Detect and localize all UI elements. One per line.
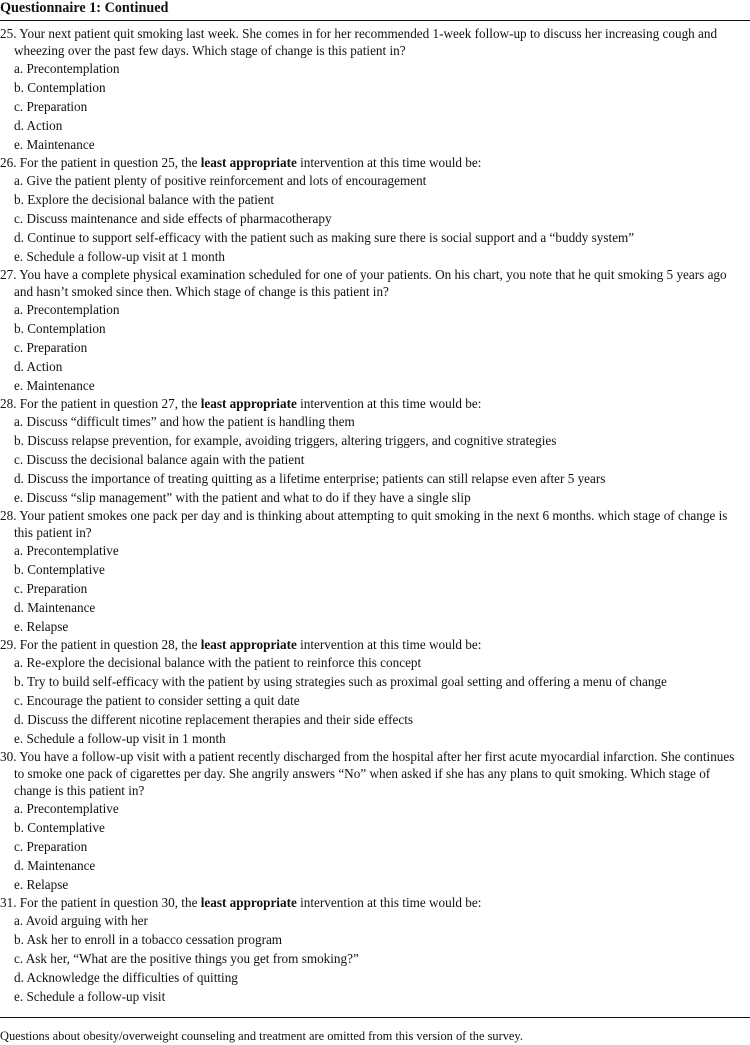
answer-option: a. Avoid arguing with her	[14, 913, 148, 928]
page-title: Questionnaire 1: Continued	[0, 0, 169, 16]
top-rule	[0, 20, 750, 21]
question-stem-start: 29. For the patient in question 28, the	[0, 637, 201, 652]
answer-option: c. Preparation	[14, 839, 88, 854]
answer-option: e. Maintenance	[14, 137, 95, 152]
question-stem: 30. You have a follow-up visit with a patient recently discharged from the hospital after her first acute myocardial infarction. She continues to smoke one pack of cigarettes per day. She angrily answers “No” when asked if she has any plans to quit smoking. Which stage of change is this patient in?	[0, 749, 735, 798]
answer-option: e. Discuss “slip management” with the patient and what to do if they have a single slip	[14, 490, 471, 505]
answer-option: c. Preparation	[14, 99, 88, 114]
answer-option: e. Relapse	[14, 877, 69, 892]
answer-option: b. Contemplative	[14, 820, 105, 835]
answer-option: a. Precontemplative	[14, 801, 119, 816]
answer-option: a. Give the patient plenty of positive reinforcement and lots of encouragement	[14, 173, 427, 188]
question-28a	[0, 395, 746, 507]
answer-option: a. Precontemplative	[14, 543, 119, 558]
question-stem	[0, 154, 746, 171]
answer-option: c. Encourage the patient to consider setting a quit date	[14, 693, 300, 708]
footnote: Questions about obesity/overweight counseling and treatment are omitted from this version of the survey.	[0, 1029, 523, 1043]
answer-option: e. Relapse	[14, 619, 69, 634]
answer-option: b. Contemplation	[14, 80, 106, 95]
question-stem-start: 31. For the patient in question 30, the	[0, 895, 201, 910]
question-stem: 28. Your patient smokes one pack per day and is thinking about attempting to quit smoking in the next 6 months. which stage of change is this patient in?	[0, 508, 728, 540]
question-stem-start: 28. For the patient in question 27, the	[0, 396, 201, 411]
answer-option: c. Preparation	[14, 340, 88, 355]
question-stem-end: intervention at this time would be:	[296, 155, 482, 170]
question-emphasis: least appropriate	[200, 396, 297, 411]
answer-option: d. Maintenance	[14, 600, 96, 615]
question-list	[0, 25, 746, 1006]
answer-option: b. Discuss relapse prevention, for example, avoiding triggers, altering triggers, and cognitive strategies	[14, 433, 557, 448]
answer-option: b. Explore the decisional balance with the patient	[14, 192, 274, 207]
answer-option: e. Schedule a follow-up visit in 1 month	[14, 731, 226, 746]
question-stem-end: intervention at this time would be:	[296, 396, 482, 411]
answer-option: c. Preparation	[14, 581, 88, 596]
answer-option: b. Contemplative	[14, 562, 105, 577]
question-emphasis: least appropriate	[200, 155, 297, 170]
bottom-rule	[0, 1017, 750, 1018]
question-stem-end: intervention at this time would be:	[296, 895, 482, 910]
question-26	[0, 154, 746, 266]
question-28b	[0, 507, 746, 636]
question-25	[0, 25, 746, 154]
question-27	[0, 266, 746, 395]
question-30	[0, 748, 746, 894]
answer-option: a. Discuss “difficult times” and how the patient is handling them	[14, 414, 355, 429]
answer-option: c. Discuss maintenance and side effects of pharmacotherapy	[14, 211, 332, 226]
question-stem	[0, 894, 746, 911]
answer-option: b. Try to build self-efficacy with the patient by using strategies such as proximal goal setting and offering a menu of change	[14, 674, 667, 689]
question-stem	[0, 395, 746, 412]
answer-option: d. Action	[14, 359, 63, 374]
question-29	[0, 636, 746, 748]
question-stem	[0, 636, 746, 653]
answer-option: d. Discuss the different nicotine replacement therapies and their side effects	[14, 712, 414, 727]
answer-option: d. Continue to support self-efficacy with the patient such as making sure there is social support and a “buddy system”	[14, 230, 635, 245]
question-stem-start: 26. For the patient in question 25, the	[0, 155, 201, 170]
answer-option: a. Precontemplation	[14, 302, 120, 317]
question-emphasis: least appropriate	[200, 895, 297, 910]
answer-option: b. Contemplation	[14, 321, 106, 336]
answer-option: e. Schedule a follow-up visit at 1 month	[14, 249, 225, 264]
question-emphasis: least appropriate	[200, 637, 297, 652]
answer-option: d. Action	[14, 118, 63, 133]
answer-option: a. Re-explore the decisional balance with the patient to reinforce this concept	[14, 655, 422, 670]
question-stem: 27. You have a complete physical examination scheduled for one of your patients. On his chart, you note that he quit smoking 5 years ago and hasn’t smoked since then. Which stage of change is this patient in?	[0, 267, 727, 299]
answer-option: d. Maintenance	[14, 858, 96, 873]
answer-option: e. Schedule a follow-up visit	[14, 989, 166, 1004]
answer-option: a. Precontemplation	[14, 61, 120, 76]
question-stem-end: intervention at this time would be:	[296, 637, 482, 652]
question-31	[0, 894, 746, 1006]
answer-option: c. Discuss the decisional balance again with the patient	[14, 452, 305, 467]
answer-option: d. Discuss the importance of treating quitting as a lifetime enterprise; patients can still relapse even after 5 years	[14, 471, 606, 486]
answer-option: b. Ask her to enroll in a tobacco cessation program	[14, 932, 283, 947]
answer-option: e. Maintenance	[14, 378, 95, 393]
answer-option: c. Ask her, “What are the positive things you get from smoking?”	[14, 951, 359, 966]
question-stem: 25. Your next patient quit smoking last week. She comes in for her recommended 1-week follow-up to discuss her increasing cough and wheezing over the past few days. Which stage of change is this patient in?	[0, 26, 718, 58]
answer-option: d. Acknowledge the difficulties of quitting	[14, 970, 238, 985]
